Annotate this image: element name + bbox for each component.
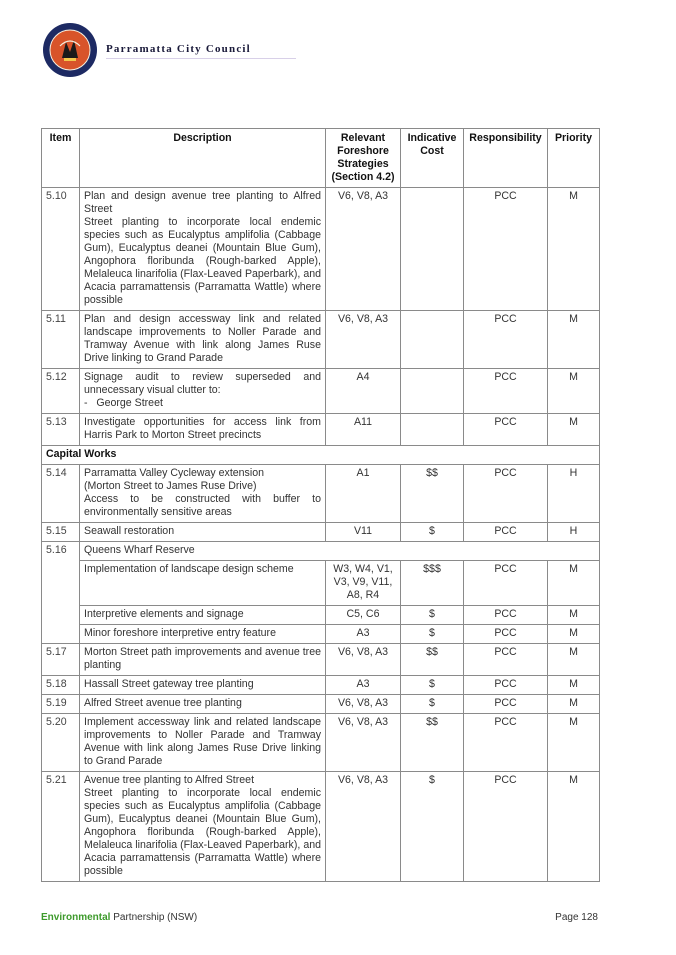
footer-org-rest: Partnership (NSW) [110,912,198,923]
item-priority: M [548,644,600,676]
item-strategies: A1 [326,465,401,523]
item-strategies: C5, C6 [326,606,401,625]
item-strategies: A3 [326,625,401,644]
item-description: Morton Street path improvements and avenue tree planting [80,644,326,676]
table-subrow [42,625,600,644]
item-priority: M [548,772,600,882]
item-description: Parramatta Valley Cycleway extension (Morton Street to James Ruse Drive) Access to be constructed with buffer to environmentally sensitive areas [80,465,326,523]
item-strategies: V6, V8, A3 [326,772,401,882]
item-strategies: V11 [326,523,401,542]
item-number: 5.20 [42,714,80,772]
table-header-row [42,129,600,188]
table-row [42,414,600,446]
item-description: Seawall restoration [80,523,326,542]
item-group-title: Queens Wharf Reserve [80,542,600,561]
table-row [42,772,600,882]
item-cost: $$$ [401,561,464,606]
item-priority: M [548,188,600,311]
table-row [42,676,600,695]
item-cost: $$ [401,644,464,676]
council-seal-logo [42,22,98,78]
item-cost: $ [401,523,464,542]
table-row [42,523,600,542]
item-number: 5.11 [42,311,80,369]
item-strategies: V6, V8, A3 [326,644,401,676]
item-cost: $ [401,676,464,695]
item-cost: $$ [401,714,464,772]
col-header-item: Item [42,129,80,188]
item-responsibility: PCC [464,644,548,676]
table-row [42,542,600,561]
item-responsibility: PCC [464,414,548,446]
table-subrow [42,561,600,606]
item-priority: M [548,369,600,414]
item-responsibility: PCC [464,369,548,414]
item-strategies: A3 [326,676,401,695]
item-cost: $$ [401,465,464,523]
item-priority: H [548,523,600,542]
item-cost [401,414,464,446]
page-number: Page 128 [555,912,598,923]
item-priority: M [548,606,600,625]
item-description: Implementation of landscape design scheme [80,561,326,606]
table-subrow [42,606,600,625]
item-responsibility: PCC [464,465,548,523]
item-responsibility: PCC [464,561,548,606]
council-name: Parramatta City Council [106,43,251,55]
item-number: 5.15 [42,523,80,542]
item-strategies: V6, V8, A3 [326,311,401,369]
col-header-strategies: Relevant Foreshore Strategies (Section 4.2) [326,129,401,188]
item-strategies: W3, W4, V1, V3, V9, V11, A8, R4 [326,561,401,606]
table-row [42,465,600,523]
table-row [42,695,600,714]
item-description: Plan and design avenue tree planting to Alfred Street Street planting to incorporate local endemic species such as Eucalyptus amplifolia (Cabbage Gum), Eucalyptus deanei (Mountain Blue Gum), Angophora floribunda (Rough-barked Apple), Melaleuca linarifolia (Flax-Leaved Paperbark), and Acacia parramattensis (Parramatta Wattle) where possible [80,188,326,311]
col-header-responsibility: Responsibility [464,129,548,188]
item-description: Alfred Street avenue tree planting [80,695,326,714]
item-number: 5.16 [42,542,80,644]
item-description: Minor foreshore interpretive entry feature [80,625,326,644]
col-header-priority: Priority [548,129,600,188]
item-strategies: V6, V8, A3 [326,188,401,311]
item-number: 5.18 [42,676,80,695]
item-description: Signage audit to review superseded and unnecessary visual clutter to: - George Street [80,369,326,414]
item-priority: M [548,311,600,369]
col-header-cost: Indicative Cost [401,129,464,188]
item-strategies: A11 [326,414,401,446]
item-strategies: V6, V8, A3 [326,695,401,714]
item-cost [401,188,464,311]
item-number: 5.12 [42,369,80,414]
item-priority: M [548,714,600,772]
item-cost: $ [401,606,464,625]
item-description: Investigate opportunities for access link from Harris Park to Morton Street precincts [80,414,326,446]
item-responsibility: PCC [464,625,548,644]
page-header [42,22,282,82]
item-priority: M [548,676,600,695]
item-responsibility: PCC [464,311,548,369]
item-cost: $ [401,695,464,714]
item-cost: $ [401,625,464,644]
item-responsibility: PCC [464,523,548,542]
item-description: Interpretive elements and signage [80,606,326,625]
item-number: 5.17 [42,644,80,676]
item-responsibility: PCC [464,188,548,311]
item-cost: $ [401,772,464,882]
item-responsibility: PCC [464,695,548,714]
item-description: Plan and design accessway link and related landscape improvements to Noller Parade and Tramway Avenue with link along James Ruse Drive linking to Grand Parade [80,311,326,369]
section-title: Capital Works [42,446,600,465]
item-priority: M [548,625,600,644]
header-rule [106,58,296,59]
item-number: 5.13 [42,414,80,446]
footer-org-highlight: Environmental [41,912,111,923]
item-strategies: A4 [326,369,401,414]
item-priority: M [548,414,600,446]
footer-organisation [41,912,197,923]
item-number: 5.21 [42,772,80,882]
item-number: 5.19 [42,695,80,714]
works-table [41,128,600,882]
item-priority: H [548,465,600,523]
item-priority: M [548,695,600,714]
item-description: Avenue tree planting to Alfred Street Street planting to incorporate local endemic species such as Eucalyptus amplifolia (Cabbage Gum), Eucalyptus deanei (Mountain Blue Gum), Angophora floribunda (Rough-barked Apple), Melaleuca linarifolia (Flax-Leaved Paperbark), and Acacia parramattensis (Parramatta Wattle) where possible [80,772,326,882]
item-responsibility: PCC [464,772,548,882]
item-number: 5.10 [42,188,80,311]
item-responsibility: PCC [464,676,548,695]
item-description: Implement accessway link and related landscape improvements to Noller Parade and Tramway Avenue with link along James Ruse Drive linking to Grand Parade [80,714,326,772]
item-cost [401,311,464,369]
item-priority: M [548,561,600,606]
item-cost [401,369,464,414]
col-header-description: Description [80,129,326,188]
table-row [42,714,600,772]
item-description: Hassall Street gateway tree planting [80,676,326,695]
table-row [42,644,600,676]
table-row [42,369,600,414]
table-row [42,188,600,311]
item-responsibility: PCC [464,714,548,772]
item-strategies: V6, V8, A3 [326,714,401,772]
item-number: 5.14 [42,465,80,523]
item-responsibility: PCC [464,606,548,625]
table-row [42,311,600,369]
section-row-capital-works [42,446,600,465]
